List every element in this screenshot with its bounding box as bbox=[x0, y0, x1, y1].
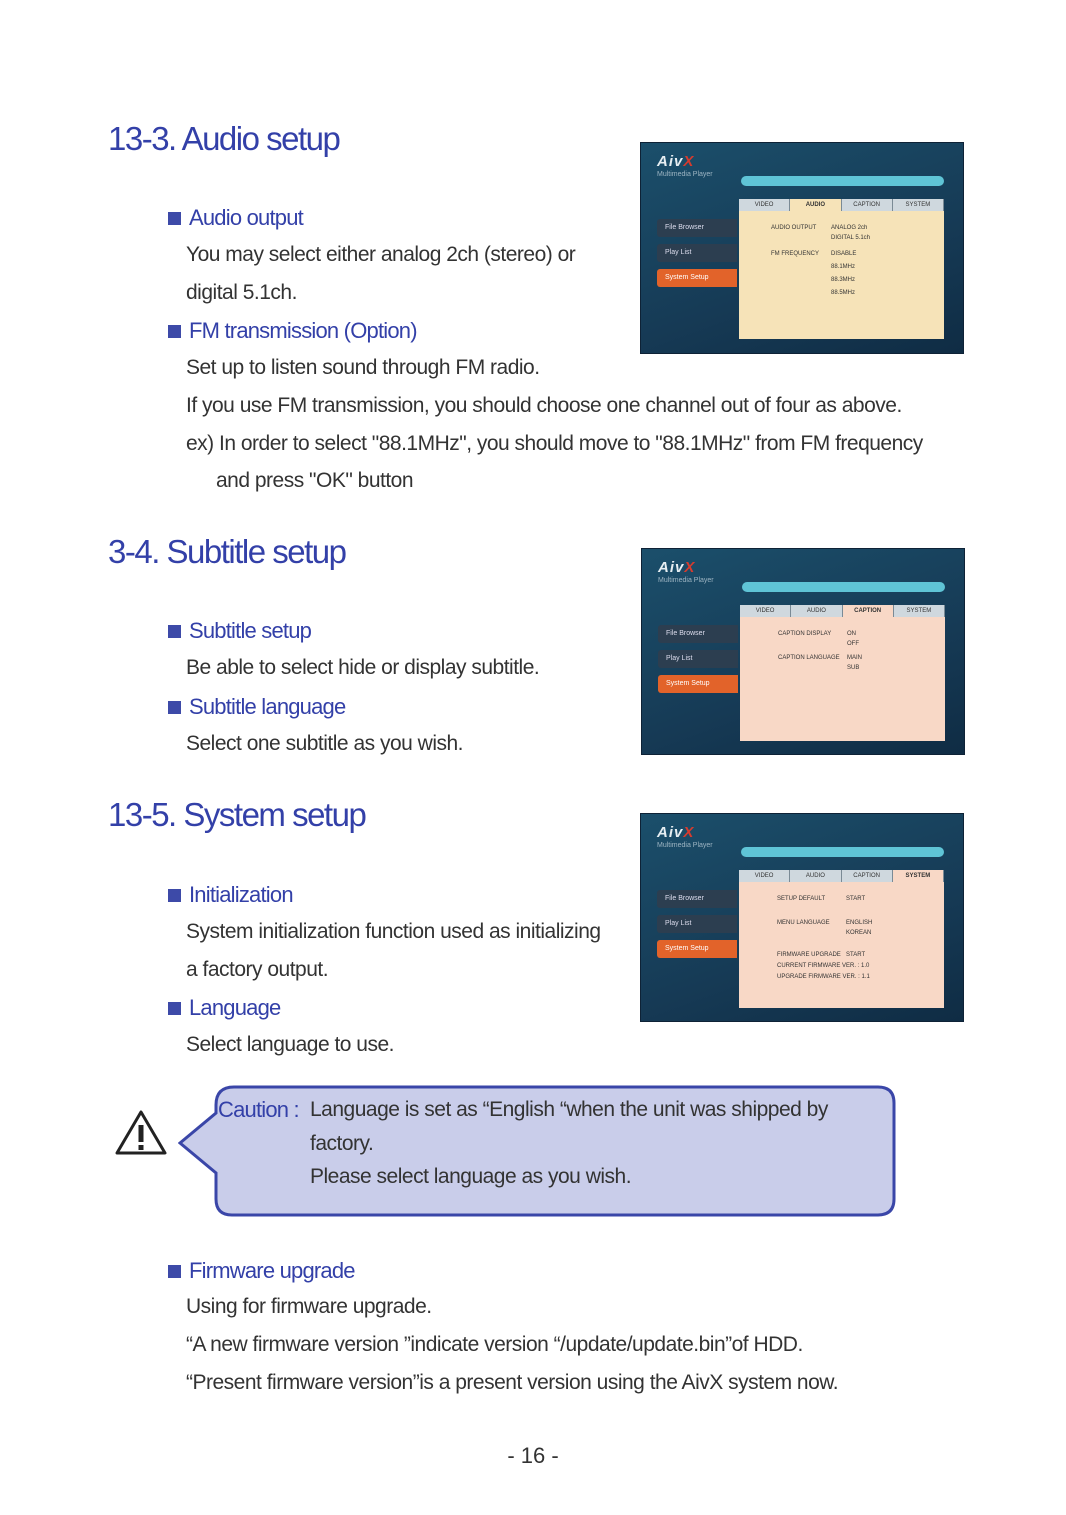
square-bullet-icon bbox=[168, 1002, 181, 1015]
row-analog[interactable]: ANALOG 2ch bbox=[831, 225, 868, 231]
subtitle-setup-heading-text: Subtitle setup bbox=[189, 618, 312, 643]
tab-system[interactable]: SYSTEM bbox=[894, 605, 945, 617]
square-bullet-icon bbox=[168, 889, 181, 902]
row-digital[interactable]: DIGITAL 5.1ch bbox=[831, 235, 871, 241]
tab-audio[interactable]: AUDIO bbox=[791, 605, 842, 617]
tab-bar bbox=[739, 199, 944, 211]
caution-box bbox=[178, 1085, 896, 1217]
settings-panel bbox=[739, 882, 944, 1008]
side-system-setup[interactable]: System Setup bbox=[657, 269, 737, 287]
title-bar bbox=[742, 582, 945, 592]
aivx-logo: AivX bbox=[658, 559, 696, 576]
tab-caption[interactable]: CAPTION bbox=[842, 870, 893, 882]
language-heading bbox=[168, 995, 280, 1021]
row-english[interactable]: ENGLISH bbox=[846, 920, 873, 926]
tab-caption[interactable]: CAPTION bbox=[842, 199, 893, 211]
square-bullet-icon bbox=[168, 212, 181, 225]
row-caption-display: CAPTION DISPLAY bbox=[778, 631, 832, 637]
fm-line1: Set up to listen sound through FM radio. bbox=[186, 356, 540, 379]
caution-line1: Language is set as “English “when the unit was shipped by bbox=[310, 1098, 828, 1121]
firmware-heading bbox=[168, 1258, 355, 1284]
firmware-line1: Using for firmware upgrade. bbox=[186, 1295, 432, 1318]
warning-icon bbox=[114, 1108, 168, 1156]
row-881[interactable]: 88.1MHz bbox=[831, 264, 856, 270]
square-bullet-icon bbox=[168, 325, 181, 338]
row-883[interactable]: 88.3MHz bbox=[831, 277, 856, 283]
fm-line4: and press "OK" button bbox=[216, 469, 414, 492]
fm-line2: If you use FM transmission, you should choose one channel out of four as above. bbox=[186, 394, 902, 417]
system-setup-title: 13-5. System setup bbox=[108, 796, 366, 833]
side-system-setup[interactable]: System Setup bbox=[657, 940, 737, 958]
system-setup-screenshot bbox=[640, 813, 964, 1022]
aivx-logo: AivX bbox=[657, 824, 695, 841]
row-korean[interactable]: KOREAN bbox=[846, 930, 872, 936]
side-play-list[interactable]: Play List bbox=[657, 244, 737, 262]
side-file-browser[interactable]: File Browser bbox=[658, 625, 738, 643]
initialization-line2: a factory output. bbox=[186, 958, 329, 981]
aivx-logo: AivX bbox=[657, 153, 695, 170]
square-bullet-icon bbox=[168, 625, 181, 638]
side-system-setup[interactable]: System Setup bbox=[658, 675, 738, 693]
fm-heading bbox=[168, 318, 417, 344]
settings-panel bbox=[740, 617, 945, 741]
row-upgrade-ver: UPGRADE FIRMWARE VER. : 1.1 bbox=[777, 974, 870, 980]
row-sub[interactable]: SUB bbox=[847, 665, 860, 671]
tab-video[interactable]: VIDEO bbox=[740, 605, 791, 617]
row-start-default[interactable]: START bbox=[846, 896, 866, 902]
side-play-list[interactable]: Play List bbox=[657, 915, 737, 933]
subtitle-setup-heading bbox=[168, 618, 311, 644]
caution-line2: factory. bbox=[310, 1132, 374, 1155]
row-setup-default: SETUP DEFAULT bbox=[777, 896, 826, 902]
row-fm-frequency: FM FREQUENCY bbox=[771, 251, 819, 257]
row-current-ver: CURRENT FIRMWARE VER. : 1.0 bbox=[777, 963, 870, 969]
subtitle-language-heading-text: Subtitle language bbox=[189, 694, 346, 719]
title-bar bbox=[741, 176, 944, 186]
caution-line3: Please select language as you wish. bbox=[310, 1165, 632, 1188]
side-file-browser[interactable]: File Browser bbox=[657, 890, 737, 908]
page-number: - 16 - bbox=[507, 1443, 559, 1468]
tab-system[interactable]: SYSTEM bbox=[893, 199, 944, 211]
language-line1: Select language to use. bbox=[186, 1033, 394, 1056]
audio-setup-title: 13-3. Audio setup bbox=[108, 120, 340, 157]
tab-system[interactable]: SYSTEM bbox=[893, 870, 944, 882]
firmware-heading-text: Firmware upgrade bbox=[189, 1258, 355, 1283]
audio-output-line2: digital 5.1ch. bbox=[186, 281, 297, 304]
audio-output-line1: You may select either analog 2ch (stereo) or bbox=[186, 243, 576, 266]
firmware-line2: “A new firmware version ”indicate version “/update/update.bin”of HDD. bbox=[186, 1333, 803, 1356]
row-885[interactable]: 88.5MHz bbox=[831, 290, 856, 296]
fm-line3: ex) In order to select "88.1MHz", you should move to "88.1MHz" from FM frequency bbox=[186, 432, 923, 455]
row-off[interactable]: OFF bbox=[847, 641, 859, 647]
row-menu-language: MENU LANGUAGE bbox=[777, 920, 830, 926]
row-audio-output: AUDIO OUTPUT bbox=[771, 225, 817, 231]
row-disable[interactable]: DISABLE bbox=[831, 251, 857, 257]
subtitle-setup-line1: Be able to select hide or display subtitle. bbox=[186, 656, 540, 679]
subtitle-setup-title: 3-4. Subtitle setup bbox=[108, 533, 346, 570]
row-on[interactable]: ON bbox=[847, 631, 856, 637]
side-play-list[interactable]: Play List bbox=[658, 650, 738, 668]
tab-video[interactable]: VIDEO bbox=[739, 870, 790, 882]
language-heading-text: Language bbox=[189, 995, 281, 1020]
firmware-line3: “Present firmware version”is a present version using the AivX system now. bbox=[186, 1371, 839, 1394]
initialization-heading-text: Initialization bbox=[189, 882, 293, 907]
row-main[interactable]: MAIN bbox=[847, 655, 862, 661]
initialization-line1: System initialization function used as initializing bbox=[186, 920, 601, 943]
tab-bar bbox=[739, 870, 944, 882]
side-file-browser[interactable]: File Browser bbox=[657, 219, 737, 237]
tab-caption[interactable]: CAPTION bbox=[843, 605, 894, 617]
logo-subtitle: Multimedia Player bbox=[657, 171, 713, 178]
caution-label: Caution : bbox=[218, 1097, 299, 1122]
tab-bar bbox=[740, 605, 945, 617]
row-firmware-upgrade: FIRMWARE UPGRADE bbox=[777, 952, 841, 958]
subtitle-language-heading bbox=[168, 694, 345, 720]
row-caption-language: CAPTION LANGUAGE bbox=[778, 655, 840, 661]
square-bullet-icon bbox=[168, 701, 181, 714]
initialization-heading bbox=[168, 882, 293, 908]
subtitle-language-line1: Select one subtitle as you wish. bbox=[186, 732, 463, 755]
tab-audio[interactable]: AUDIO bbox=[790, 870, 841, 882]
audio-output-heading bbox=[168, 205, 303, 231]
logo-subtitle: Multimedia Player bbox=[658, 577, 714, 584]
title-bar bbox=[741, 847, 944, 857]
tab-video[interactable]: VIDEO bbox=[739, 199, 790, 211]
row-start-firmware[interactable]: START bbox=[846, 952, 866, 958]
tab-audio[interactable]: AUDIO bbox=[790, 199, 841, 211]
subtitle-setup-screenshot bbox=[641, 548, 965, 755]
logo-subtitle: Multimedia Player bbox=[657, 842, 713, 849]
square-bullet-icon bbox=[168, 1265, 181, 1278]
audio-output-heading-text: Audio output bbox=[189, 205, 303, 230]
fm-heading-text: FM transmission (Option) bbox=[189, 318, 417, 343]
audio-setup-screenshot bbox=[640, 142, 964, 354]
